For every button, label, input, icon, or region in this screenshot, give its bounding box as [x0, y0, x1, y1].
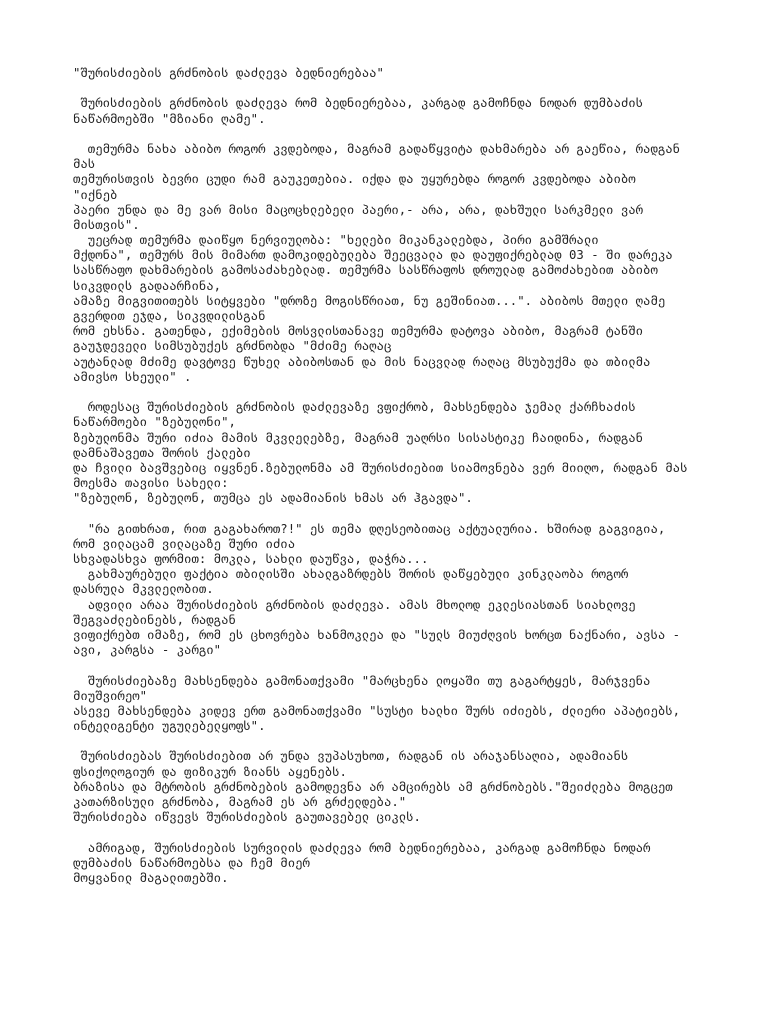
blank-line [73, 385, 753, 400]
text-line: უეცრად თემურმა დაიწყო ნერვიულობა: "ხელები მიკანკალებდა, პირი გამშრალი [73, 233, 599, 248]
text-line: ავი, კარგსა - კარგი" [73, 643, 222, 658]
blank-line [73, 81, 753, 96]
text-line: და ჩვილი ბავშვებიც იყვნენ.ზებულონმა ამ შურისძიებით სიამოვნება ვერ მიიღო, რადგან მას [73, 460, 688, 475]
text-line: კათარზისული გრძნობა, მაგრამ ეს არ გრძელდება." [73, 795, 407, 809]
text-line: მოესმა თავისი სახელი: [73, 476, 229, 491]
text-line: მოყვანილ მაგალითებში. [73, 870, 229, 885]
text-line: თემურისთვის ბევრი ცუდი რამ გაუკეთებია. იქდა და უყურებდა როგორ კვდებოდა აბიბო [73, 172, 636, 187]
text-line: ნაწარმოებში "მზიანი ღამე". [73, 111, 266, 126]
text-line: რომ ეხსნა. გათენდა, ექიმების მოსვლისთანავე თემურმა დატოვა აბიბო, მაგრამ ტანში [73, 324, 644, 339]
text-line: შურისძიების გრძნობის დაძლევა რომ ბედნიერებაა, კარგად გამოჩნდა ნოდარ დუმბაძის [73, 96, 644, 111]
text-line: მქდონა", თემურს მის მიმართ დამოკიდებულება შეეცვალა და დაუფიქრებლად 03 - ში დარეკა [73, 248, 673, 263]
text-line: ამაზე მიგვითითებს სიტყვები "დროზე მოგისწრიათ, ნუ გეშინიათ...". აბიბოს მთელი ღამე [73, 293, 666, 308]
text-line: მისთვის". [73, 217, 140, 232]
text-line: გვერდით ეჯდა, სიკვდილისგან [73, 309, 266, 323]
text-line: შურისძიებას შურისძიებით არ უნდა ვუპასუხოთ, რადგან ის არაჯანსაღია, ადამიანს [73, 749, 629, 764]
blank-line [73, 734, 753, 749]
text-line: გაუჯდეველი სიმსუბუქეს გრძნობდა "მძიმე რაღაც [73, 339, 392, 354]
text-line: დამნაშავეთა შორის ქალები [73, 445, 251, 460]
text-line: სხვადასხვა ფორმით: მოკლა, სახლი დაუწვა, დაჭრა... [73, 552, 429, 566]
text-line: ვიფიქრებთ იმაზე, რომ ეს ცხოვრება ხანმოკლეა და "სულს მიუძღვის ხორცთ ნაქნარი, ავსა - [73, 627, 681, 642]
text-line: "შურისძიების გრძნობის დაძლევა ბედნიერებაა" [73, 66, 384, 80]
blank-line [73, 658, 753, 673]
text-line: დასრულა მკვლელობით. [73, 582, 214, 597]
text-line: "იქნებ [73, 187, 118, 202]
text-line: შურისძიება იწვევს შურისძიების გაუთავებელ ციკლს. [73, 810, 421, 825]
blank-line [73, 825, 753, 840]
text-line: ფსიქოლოგიურ და ფიზიკურ ზიანს აყენებს. [73, 764, 347, 779]
text-line: რომ ვილაცამ ვილაცაზე შური იძია [73, 536, 296, 551]
text-line: "ზებულონ, ზებულონ, თუმცა ეს ადამიანის ხმას არ ჰგავდა". [73, 491, 473, 506]
text-line: ინტელიგენტი უგულებელყოფს". [73, 719, 266, 734]
text-line: შურისძიებაზე მახსენდება გამონათქვამი "მარცხენა ლოყაში თუ გაგარტყეს, მარჯვენა [73, 673, 651, 688]
text-line: სიკვდილს გადაარჩინა, [73, 278, 222, 293]
text-line: როდესაც შურისძიების გრძნობის დაძლევაზე ვფიქრობ, მახსენდება ჯემალ ქარჩხაძის [73, 400, 636, 415]
text-line: მას [73, 157, 96, 172]
blank-line [73, 506, 753, 521]
text-line: პაერი უნდა და მე ვარ მისი მაცოცხლებელი პაერი,- არა, არა, დახშული სარკმელი ვარ [73, 202, 644, 217]
text-line: დუმბაძის ნაწარმოებსა და ჩემ მიერ [73, 855, 310, 870]
text-line: აუტანლად მძიმე დავტოვე წუხელ აბიბოსთან და მის ნაცვლად რაღაც მსუბუქმა და თბილმა [73, 354, 651, 369]
text-line: ადვილი არაა შურისძიების გრძნობის დაძლევა. ამას მხოლოდ ეკლესიასთან სიახლოვე [73, 597, 636, 612]
text-line: "რა გითხრათ, რით გაგახაროთ?!" ეს თემა დღესეობითაც აქტუალურია. ხშირად გაგვიგია, [73, 521, 666, 536]
text-line: ამივსო სხეული" . [73, 369, 192, 384]
text-line: შეგვაძლებინებს, რადგან [73, 612, 236, 627]
text-line: ამრიგად, შურისძიების სურვილის დაძლევა რომ ბედნიერებაა, კარგად გამოჩნდა ნოდარ [73, 840, 651, 855]
text-line: სასწრაფო დახმარების გამოსაძახებლად. თემურმა სასწრაფოს დროულად გამოძახებით აბიბო [73, 263, 658, 278]
essay-text [73, 66, 753, 886]
text-line: ბრაზისა და მტრობის გრძნობების გამოდევნა არ ამცირებს ამ გრძნობებს."შეიძლება მოგცეთ [73, 779, 673, 794]
text-line: გახმაურებული ფაქტია თბილისში ახალგაზრდებს შორის დაწყებული კინკლაობა როგორ [73, 567, 629, 582]
text-line: თემურმა ნახა აბიბო როგორ კვდებოდა, მაგრამ გადაწყვიტა დახმარება არ გაეწია, რადგან [73, 141, 681, 156]
text-line: ზებულონმა შური იძია მამის მკვლელებზე, მაგრამ უაღრსი სისასტიკე ჩაიდინა, რადგან [73, 430, 644, 445]
blank-line [73, 127, 753, 142]
text-line: ასევე მახსენდება კიდევ ერთ გამონათქვამი "სუსტი ხალხი შურს იძიებს, ძლიერი აპატიებს, [73, 703, 681, 718]
text-line: მიუშვირეო" [73, 688, 148, 703]
text-line: ნაწარმოები "ზებულონი", [73, 415, 236, 430]
